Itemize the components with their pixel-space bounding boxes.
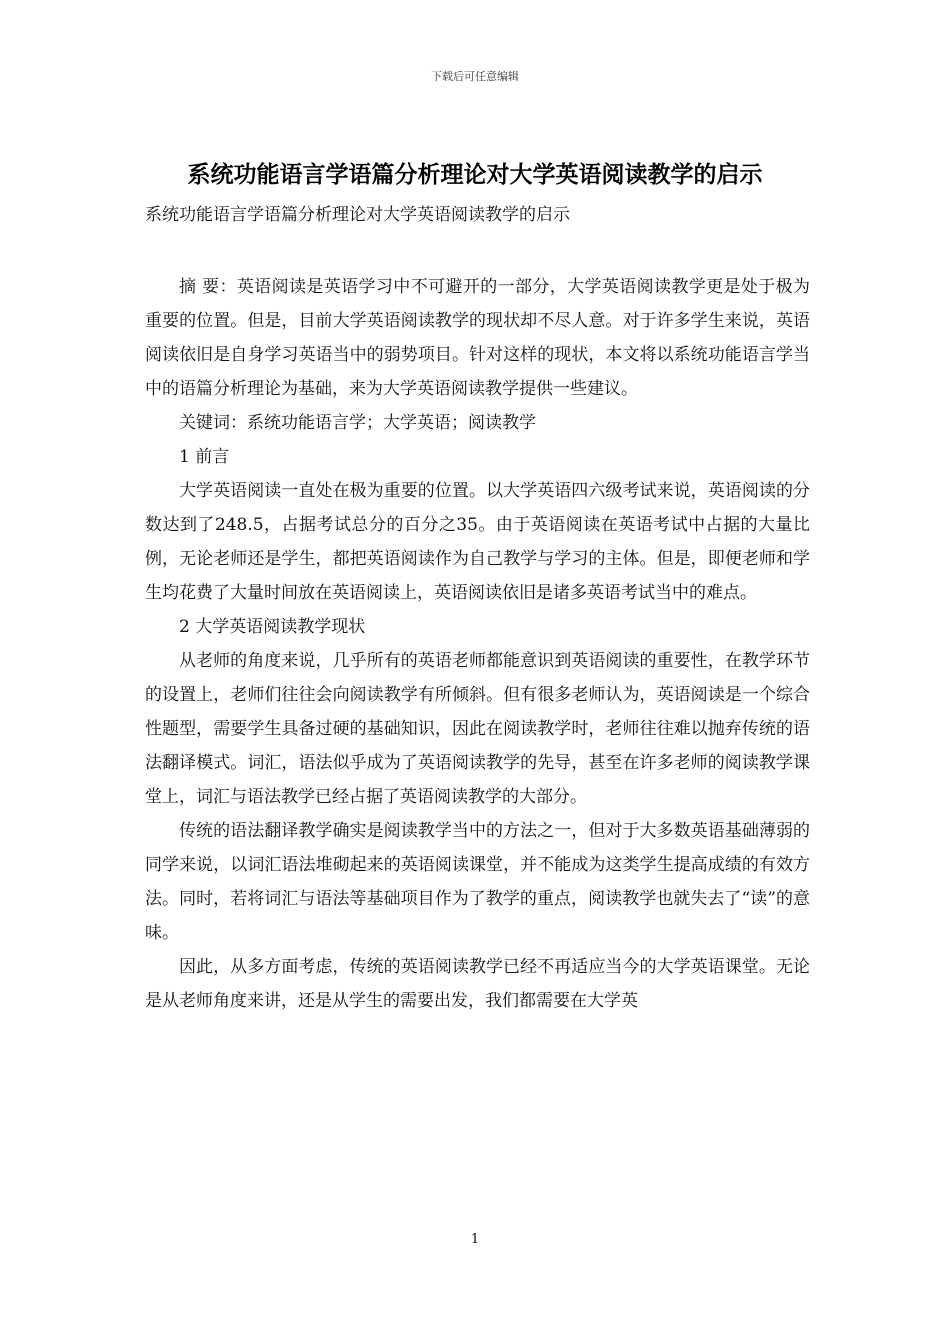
document-title: 系统功能语言学语篇分析理论对大学英语阅读教学的启示 [187,162,763,188]
body-paragraph: 传统的语法翻译教学确实是阅读教学当中的方法之一，但对于大多数英语基础薄弱的同学来说，以词汇语法堆砌起来的英语阅读课堂，并不能成为这类学生提高成绩的有效方法。同时，若将词汇与语法等基础项目作为了教学的重点，阅读教学也就失去了“读”的意味。 [145,821,810,943]
document-body [145,270,810,1018]
section-heading-introduction: 1 前言 [179,447,230,467]
document-subtitle: 系统功能语言学语篇分析理论对大学英语阅读教学的启示 [145,205,570,225]
keywords-paragraph: 关键词：系统功能语言学；大学英语；阅读教学 [179,413,536,433]
header-note: 下载后可任意编辑 [431,70,519,83]
body-paragraph: 大学英语阅读一直处在极为重要的位置。以大学英语四六级考试来说，英语阅读的分数达到了248.5，占据考试总分的百分之35。由于英语阅读在英语考试中占据的大量比例，无论老师还是学生，都把英语阅读作为自己教学与学习的主体。但是，即便老师和学生均花费了大量时间放在英语阅读上，英语阅读依旧是诸多英语考试当中的难点。 [145,481,810,603]
body-paragraph: 从老师的角度来说，几乎所有的英语老师都能意识到英语阅读的重要性，在教学环节的设置上，老师们往往会向阅读教学有所倾斜。但有很多老师认为，英语阅读是一个综合性题型，需要学生具备过硬的基础知识，因此在阅读教学时，老师往往难以抛弃传统的语法翻译模式。词汇，语法似乎成为了英语阅读教学的先导，甚至在许多老师的阅读教学课堂上，词汇与语法教学已经占据了英语阅读教学的大部分。 [145,651,810,807]
body-paragraph: 因此，从多方面考虑，传统的英语阅读教学已经不再适应当今的大学英语课堂。无论是从老师角度来讲，还是从学生的需要出发，我们都需要在大学英 [145,957,810,1011]
page-number: 1 [470,1232,480,1247]
abstract-paragraph: 摘 要：英语阅读是英语学习中不可避开的一部分，大学英语阅读教学更是处于极为重要的位置。但是，目前大学英语阅读教学的现状却不尽人意。对于许多学生来说，英语阅读依旧是自身学习英语当中的弱势项目。针对这样的现状，本文将以系统功能语言学当中的语篇分析理论为基础，来为大学英语阅读教学提供一些建议。 [145,277,810,399]
section-heading-current-status: 2 大学英语阅读教学现状 [179,617,366,637]
